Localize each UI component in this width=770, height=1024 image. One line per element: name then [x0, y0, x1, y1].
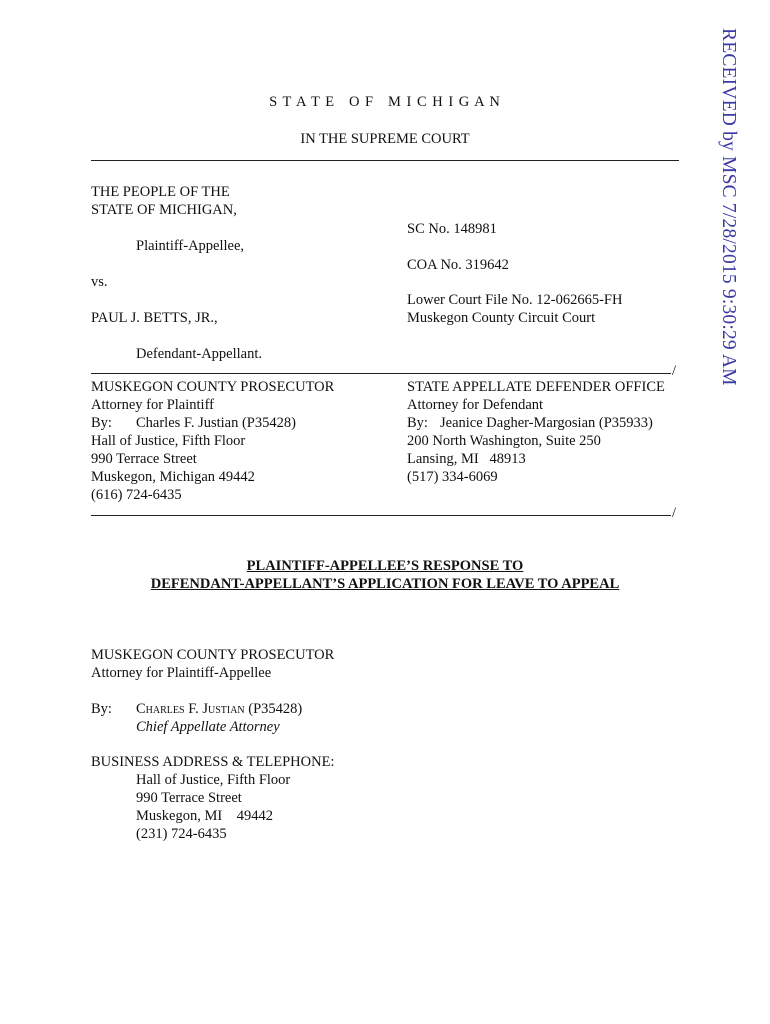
defender-by-label: By:	[407, 415, 428, 431]
received-stamp: RECEIVED by MSC 7/28/2015 9:30:29 AM	[718, 28, 739, 386]
prosecutor-by-label: By:	[91, 415, 112, 431]
plaintiff-role: Plaintiff-Appellee,	[136, 238, 245, 254]
signature-phone: (231) 724-6435	[136, 826, 227, 842]
defender-attorney: Jeanice Dagher-Margosian (P35933)	[440, 415, 653, 431]
prosecutor-address3: Muskegon, Michigan 49442	[91, 469, 255, 485]
top-rule	[91, 160, 679, 161]
defender-phone: (517) 334-6069	[407, 469, 498, 485]
counsel-rule	[91, 515, 671, 516]
prosecutor-address1: Hall of Justice, Fifth Floor	[91, 433, 246, 449]
prosecutor-role: Attorney for Plaintiff	[91, 397, 214, 413]
versus: vs.	[91, 274, 108, 290]
defendant-role: Defendant-Appellant.	[136, 346, 263, 362]
state-heading: S T A T E O F M I C H I G A N	[269, 94, 501, 110]
defender-office: STATE APPELLATE DEFENDER OFFICE	[407, 379, 665, 395]
prosecutor-attorney: Charles F. Justian (P35428)	[136, 415, 296, 431]
prosecutor-office: MUSKEGON COUNTY PROSECUTOR	[91, 379, 335, 395]
signature-address1: Hall of Justice, Fifth Floor	[136, 772, 291, 788]
coa-number: COA No. 319642	[407, 257, 509, 273]
signature-address2: 990 Terrace Street	[136, 790, 242, 806]
signature-role: Attorney for Plaintiff-Appellee	[91, 665, 272, 681]
plaintiff-line1: THE PEOPLE OF THE	[91, 184, 230, 200]
business-address-label: BUSINESS ADDRESS & TELEPHONE:	[91, 754, 335, 770]
signature-title: Chief Appellate Attorney	[136, 719, 280, 735]
prosecutor-address2: 990 Terrace Street	[91, 451, 197, 467]
signature-attorney-name: Charles F. Justian	[136, 701, 245, 717]
signature-attorney	[136, 700, 302, 718]
rule-slash-bottom: /	[672, 505, 677, 521]
rule-slash: /	[672, 363, 677, 379]
caption-rule	[91, 373, 671, 374]
lower-court: Muskegon County Circuit Court	[407, 310, 596, 326]
signature-address3: Muskegon, MI 49442	[136, 808, 273, 824]
signature-office: MUSKEGON COUNTY PROSECUTOR	[91, 647, 335, 663]
signature-by-label: By:	[91, 701, 112, 717]
lower-court-file: Lower Court File No. 12-062665-FH	[407, 292, 623, 308]
plaintiff-line2: STATE OF MICHIGAN,	[91, 202, 237, 218]
document-title-line1: PLAINTIFF-APPELLEE’S RESPONSE TO	[246, 558, 524, 574]
defender-address2: Lansing, MI 48913	[407, 451, 526, 467]
document-title-line2: DEFENDANT-APPELLANT’S APPLICATION FOR LEAVE TO APPEAL	[150, 576, 620, 592]
prosecutor-phone: (616) 724-6435	[91, 487, 182, 503]
sc-number: SC No. 148981	[407, 221, 497, 237]
court-heading: IN THE SUPREME COURT	[300, 131, 470, 147]
defendant-name: PAUL J. BETTS, JR.,	[91, 310, 218, 326]
signature-bar-number: (P35428)	[244, 701, 303, 717]
defender-address1: 200 North Washington, Suite 250	[407, 433, 601, 449]
defender-role: Attorney for Defendant	[407, 397, 544, 413]
